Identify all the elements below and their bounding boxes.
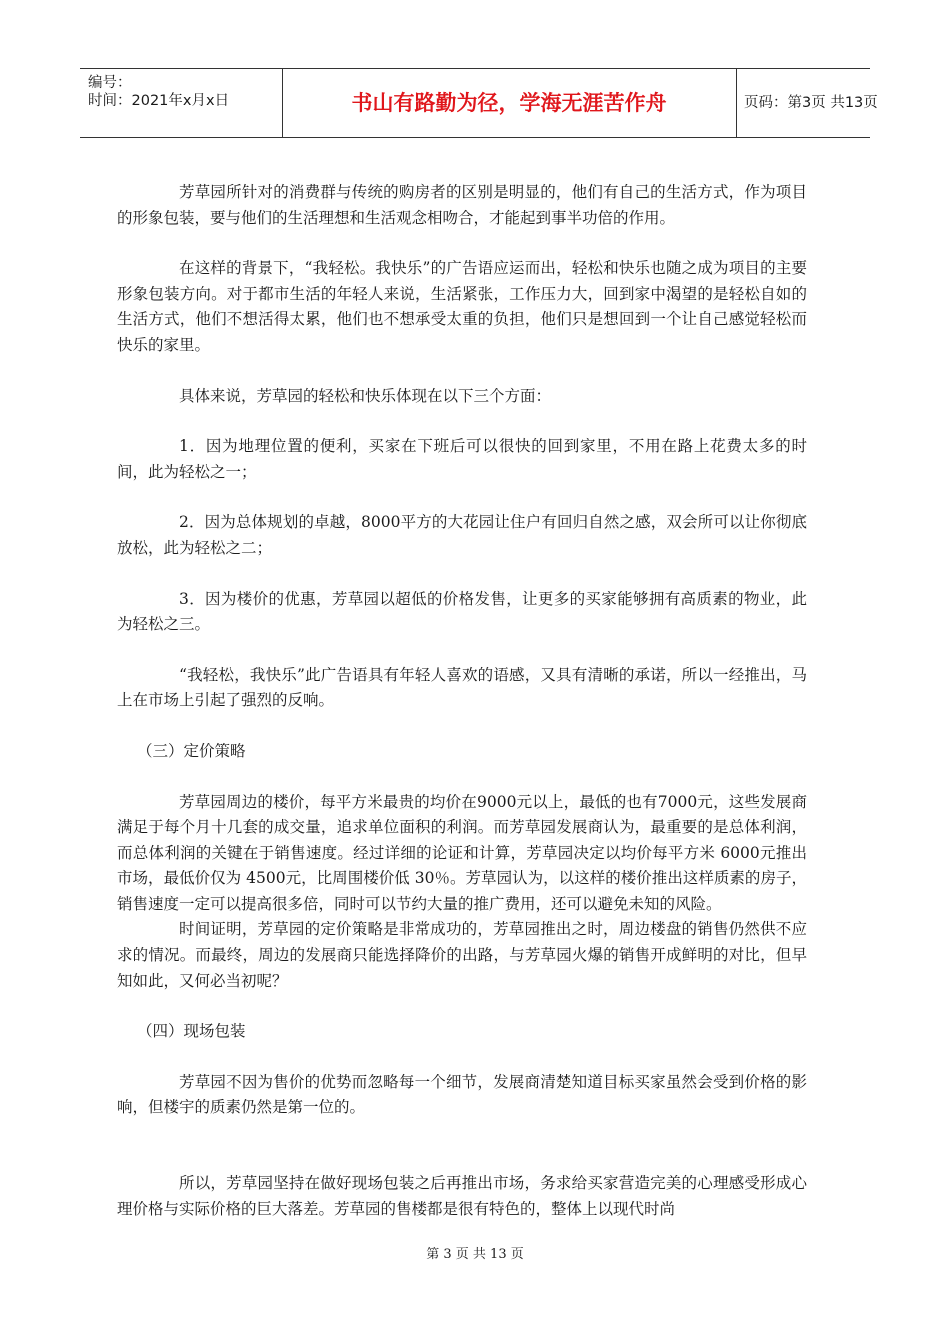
section-heading: （三）定价策略 (137, 741, 246, 760)
paragraph: 时间证明，芳草园的定价策略是非常成功的，芳草园推出之时，周边楼盘的销售仍然供不应求的情况。而最终，周边的发展商只能选择降价的出路，与芳草园火爆的销售开成鲜明的对比，但早知如此，又何必当初呢？ (117, 920, 807, 990)
number-label: 编号： (88, 75, 132, 91)
paragraph: “我轻松，我快乐”此广告语具有年轻人喜欢的语感，又具有清晰的承诺，所以一经推出，马上在市场上引起了强烈的反响。 (117, 665, 807, 710)
section-heading: （四）现场包装 (137, 1022, 246, 1041)
paragraph: 芳草园所针对的消费群与传统的购房者的区别是明显的，他们有自己的生活方式，作为项目的形象包装，要与他们的生活理想和生活观念相吻合，才能起到事半功倍的作用。 (117, 183, 807, 227)
paragraph: 芳草园不因为售价的优势而忽略每一个细节，发展商清楚知道目标买家虽然会受到价格的影响，但楼宇的质素仍然是第一位的。 (117, 1072, 807, 1117)
document-body (117, 180, 807, 1222)
page-header (80, 68, 878, 138)
header-page-info: 页码：第3页 共13页 (744, 95, 878, 111)
paragraph: 在这样的背景下，“我轻松。我快乐”的广告语应运而出，轻松和快乐也随之成为项目的主要形象包装方向。对于都市生活的年轻人来说，生活紧张，工作压力大，回到家中渴望的是轻松自如的生活方式，他们不想活得太累，他们也不想承受太重的负担，他们只是想回到一个让自己感觉轻松而快乐的家里。 (117, 259, 807, 354)
header-motto: 书山有路勤为径，学海无涯苦作舟 (282, 69, 737, 137)
list-item: 1．因为地理位置的便利，买家在下班后可以很快的回到家里，不用在路上花费太多的时间，此为轻松之一； (117, 437, 807, 481)
paragraph: 所以，芳草园坚持在做好现场包装之后再推出市场，务求给买家营造完美的心理感受形成心理价格与实际价格的巨大落差。芳草园的售楼都是很有特色的，整体上以现代时尚 (117, 1174, 807, 1218)
paragraph: 芳草园周边的楼价，每平方米最贵的均价在9000元以上，最低的也有7000元，这些发展商满足于每个月十几套的成交量，追求单位面积的利润。而芳草园发展商认为，最重要的是总体利润，而总体利润的关键在于销售速度。经过详细的论证和计算，芳草园决定以均价每平方米 6000元推出市场，最低价仅为 4500元，比周围楼价低 30％。芳草园认为，以这样的楼价推出这样质素的房子，销售速度一定可以提高很多倍，同时可以节约大量的推广费用，还可以避免未知的风险。 (117, 792, 807, 913)
time-label: 时间：2021年x月x日 (88, 93, 230, 109)
header-meta (80, 69, 283, 137)
page-footer: 第 3 页 共 13 页 (426, 1247, 524, 1262)
paragraph: 具体来说，芳草园的轻松和快乐体现在以下三个方面： (179, 386, 552, 405)
list-item: 2．因为总体规划的卓越，8000平方的大花园让住户有回归自然之感，双会所可以让你彻底放松，此为轻松之二； (117, 513, 807, 557)
list-item: 3．因为楼价的优惠，芳草园以超低的价格发售，让更多的买家能够拥有高质素的物业，此为轻松之三。 (117, 589, 807, 634)
